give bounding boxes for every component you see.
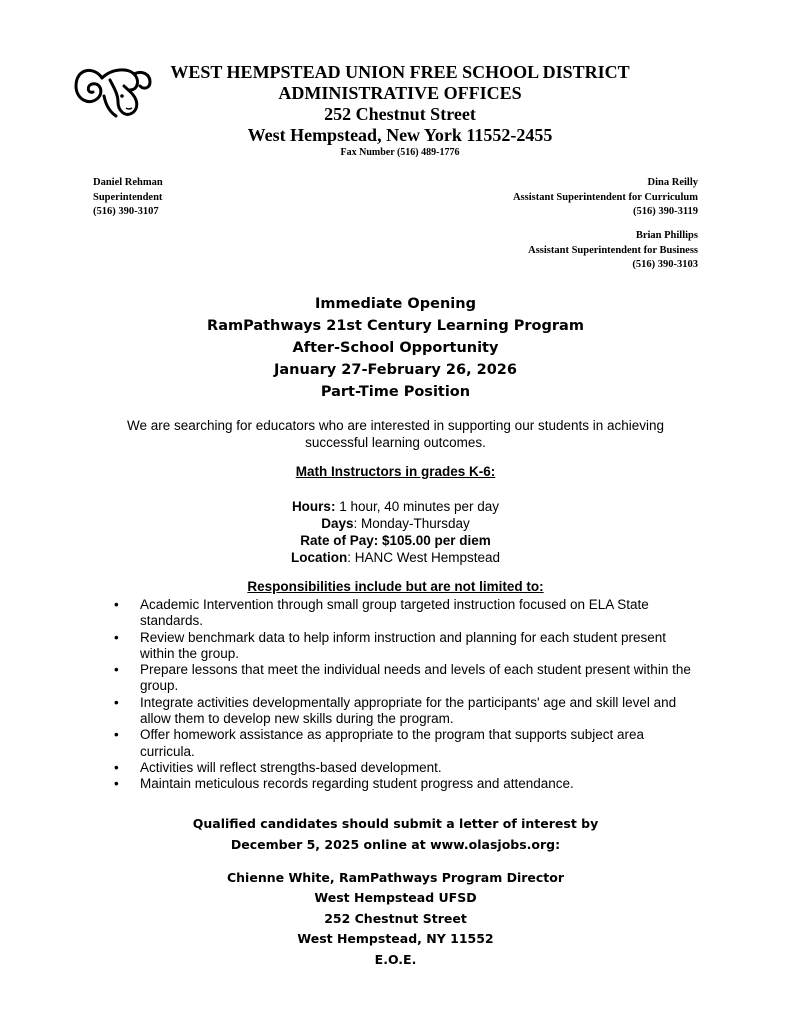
bullet-icon: • — [114, 759, 119, 775]
headline-line: January 27-February 26, 2026 — [274, 362, 517, 378]
list-item-text: Integrate activities developmentally appropriate for the participants' age and skill level and allow them to develop new skills during the program. — [140, 694, 677, 727]
ram-logo-icon — [72, 60, 154, 122]
contact-street: 252 Chestnut Street — [324, 910, 467, 926]
list-item-text: Prepare lessons that meet the individual needs and levels of each student present within the group. — [140, 662, 691, 694]
contact-block — [0, 868, 791, 970]
fax-number: Fax Number (516) 489-1776 — [340, 147, 460, 158]
position-title: Math Instructors in grades K-6: — [295, 464, 496, 479]
position-details — [0, 498, 791, 566]
admin-asst-business — [528, 229, 698, 273]
admin-name: Brian Phillips — [635, 230, 698, 241]
hours-line — [0, 498, 791, 515]
admin-asst-curriculum — [513, 176, 698, 220]
list-item-text: Maintain meticulous records regarding student progress and attendance. — [140, 776, 574, 792]
contact-name: Chienne White, RamPathways Program Director — [226, 870, 565, 885]
apply-line: Qualified candidates should submit a letter of interest by — [192, 816, 599, 831]
list-item — [110, 597, 702, 630]
admin-title: Assistant Superintendent for Curriculum — [512, 191, 698, 203]
list-item-text: Academic Intervention through small group targeted instruction focused on ELA State standards. — [140, 597, 649, 629]
contact-org: West Hempstead UFSD — [314, 890, 477, 906]
bullet-icon: • — [114, 597, 119, 612]
job-headline — [0, 293, 791, 403]
list-item — [110, 662, 702, 695]
admin-name: Dina Reilly — [647, 177, 698, 188]
headline-line: RamPathways 21st Century Learning Program — [207, 318, 584, 334]
list-item — [110, 776, 702, 792]
district-name: WEST HEMPSTEAD UNION FREE SCHOOL DISTRICT — [170, 62, 630, 82]
admin-phone: (516) 390-3103 — [632, 259, 698, 270]
bullet-icon: • — [114, 776, 119, 792]
list-item — [110, 630, 702, 663]
admin-name: Daniel Rehman — [93, 177, 163, 188]
list-item — [110, 760, 702, 776]
headline-line: Part-Time Position — [320, 384, 471, 400]
headline-line: Immediate Opening — [315, 296, 476, 312]
list-item-text: Offer homework assistance as appropriate to the program that supports subject area curricula. — [140, 727, 645, 759]
admin-phone: (516) 390-3107 — [93, 206, 159, 217]
intro-paragraph: We are searching for educators who are interested in supporting our students in achieving successful learning outcomes. — [126, 418, 665, 450]
hours-value: 1 hour, 40 minutes per day — [339, 499, 500, 514]
city-state-zip: West Hempstead, New York 11552-2455 — [247, 125, 553, 145]
office-name: ADMINISTRATIVE OFFICES — [278, 83, 522, 103]
eoe-statement: E.O.E. — [374, 951, 417, 967]
location-line — [0, 549, 791, 566]
days-label: Days — [321, 516, 354, 531]
rate-text: Rate of Pay: $105.00 per diem — [300, 533, 491, 548]
admin-title: Superintendent — [93, 191, 163, 203]
responsibilities-list — [110, 597, 702, 793]
hours-label: Hours: — [291, 499, 336, 514]
bullet-icon: • — [114, 662, 119, 678]
bullet-icon: • — [114, 694, 119, 710]
days-line — [0, 515, 791, 532]
admin-superintendent — [93, 176, 163, 220]
location-value: : HANC West Hempstead — [347, 550, 501, 565]
headline-line: After-School Opportunity — [292, 340, 499, 356]
list-item-text: Activities will reflect strengths-based development. — [140, 759, 442, 775]
application-instructions — [0, 813, 791, 855]
responsibilities-title: Responsibilities include but are not limited to: — [247, 579, 544, 594]
list-item — [110, 727, 702, 760]
rate-line — [0, 532, 791, 549]
location-label: Location — [290, 550, 348, 565]
contact-city: West Hempstead, NY 11552 — [297, 931, 494, 947]
bullet-icon: • — [114, 727, 119, 743]
admin-title: Assistant Superintendent for Business — [528, 244, 698, 256]
list-item-text: Review benchmark data to help inform instruction and planning for each student present within the group. — [140, 629, 667, 661]
days-value: : Monday-Thursday — [353, 516, 470, 531]
bullet-icon: • — [114, 629, 119, 645]
list-item — [110, 695, 702, 728]
street-address: 252 Chestnut Street — [324, 104, 476, 124]
apply-line: December 5, 2025 online at www.olasjobs.org: — [230, 837, 561, 852]
admin-phone: (516) 390-3119 — [632, 206, 698, 217]
